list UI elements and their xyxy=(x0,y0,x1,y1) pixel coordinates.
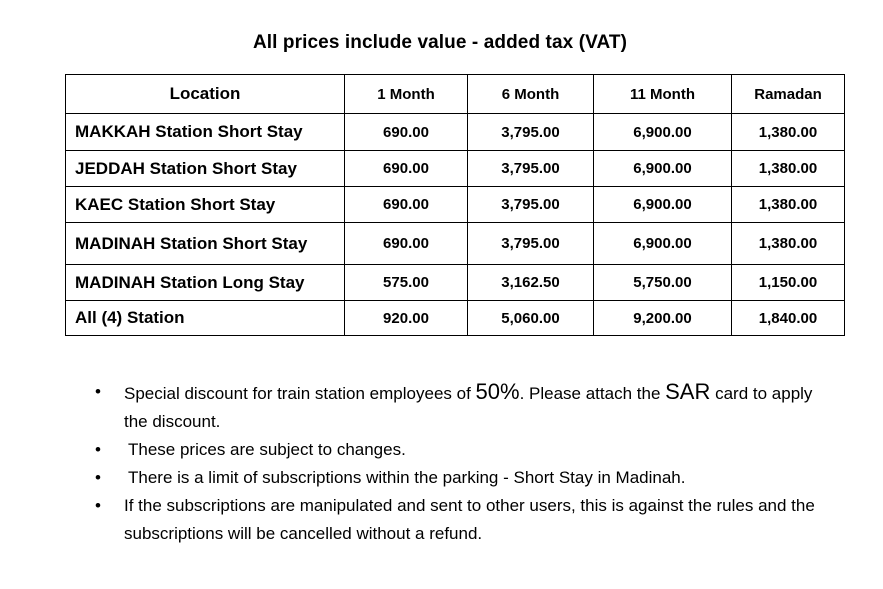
sar-label: SAR xyxy=(665,379,711,404)
page-title: All prices include value - added tax (VAT) xyxy=(252,32,628,53)
table-row xyxy=(66,301,845,336)
column-header-location: Location xyxy=(66,75,345,114)
column-header-ramadan: Ramadan xyxy=(732,75,845,114)
price-ramadan-cell: 1,380.00 xyxy=(732,223,845,265)
table-row xyxy=(66,187,845,223)
price-11-month-cell: 6,900.00 xyxy=(594,223,732,265)
table-row xyxy=(66,151,845,187)
table-row xyxy=(66,265,845,301)
price-11-month-cell: 6,900.00 xyxy=(594,114,732,151)
price-1-month-cell: 575.00 xyxy=(345,265,468,301)
note-text: Special discount for train station employees of xyxy=(124,384,476,403)
bullet-icon: • xyxy=(95,468,101,487)
price-ramadan-cell: 1,380.00 xyxy=(732,151,845,187)
price-1-month-cell: 920.00 xyxy=(345,301,468,336)
price-6-month-cell: 3,795.00 xyxy=(468,151,594,187)
column-header-11-month: 11 Month xyxy=(594,75,732,114)
list-item xyxy=(95,464,825,492)
bullet-icon: • xyxy=(95,440,101,459)
price-6-month-cell: 3,795.00 xyxy=(468,187,594,223)
table-row xyxy=(66,114,845,151)
note-text: There is a limit of subscriptions within the parking - Short Stay in Madinah. xyxy=(128,468,686,487)
location-cell: JEDDAH Station Short Stay xyxy=(66,151,345,187)
table-header-row xyxy=(66,75,845,114)
price-11-month-cell: 5,750.00 xyxy=(594,265,732,301)
bullet-icon: • xyxy=(95,382,101,401)
price-6-month-cell: 3,795.00 xyxy=(468,114,594,151)
price-6-month-cell: 3,162.50 xyxy=(468,265,594,301)
price-ramadan-cell: 1,840.00 xyxy=(732,301,845,336)
price-11-month-cell: 9,200.00 xyxy=(594,301,732,336)
price-ramadan-cell: 1,380.00 xyxy=(732,187,845,223)
price-1-month-cell: 690.00 xyxy=(345,223,468,265)
price-table xyxy=(65,74,845,336)
price-ramadan-cell: 1,380.00 xyxy=(732,114,845,151)
location-cell: All (4) Station xyxy=(66,301,345,336)
table-row xyxy=(66,223,845,265)
notes-list xyxy=(95,378,825,548)
column-header-6-month: 6 Month xyxy=(468,75,594,114)
price-1-month-cell: 690.00 xyxy=(345,151,468,187)
list-item xyxy=(95,436,825,464)
note-text: If the subscriptions are manipulated and sent to other users, this is against the rules and the subscriptions will be cancelled without a refund. xyxy=(124,496,815,543)
location-cell: KAEC Station Short Stay xyxy=(66,187,345,223)
price-ramadan-cell: 1,150.00 xyxy=(732,265,845,301)
price-6-month-cell: 5,060.00 xyxy=(468,301,594,336)
note-text: card to apply the discount. xyxy=(124,384,813,431)
list-item xyxy=(95,492,825,548)
location-cell: MADINAH Station Short Stay xyxy=(66,223,345,265)
list-item xyxy=(95,378,825,436)
price-11-month-cell: 6,900.00 xyxy=(594,151,732,187)
discount-percent: 50% xyxy=(475,379,520,404)
price-11-month-cell: 6,900.00 xyxy=(594,187,732,223)
note-text: . Please attach the xyxy=(519,384,666,403)
price-6-month-cell: 3,795.00 xyxy=(468,223,594,265)
price-1-month-cell: 690.00 xyxy=(345,187,468,223)
location-cell: MADINAH Station Long Stay xyxy=(66,265,345,301)
note-text: These prices are subject to changes. xyxy=(128,440,406,459)
location-cell: MAKKAH Station Short Stay xyxy=(66,114,345,151)
price-1-month-cell: 690.00 xyxy=(345,114,468,151)
column-header-1-month: 1 Month xyxy=(345,75,468,114)
bullet-icon: • xyxy=(95,496,101,515)
